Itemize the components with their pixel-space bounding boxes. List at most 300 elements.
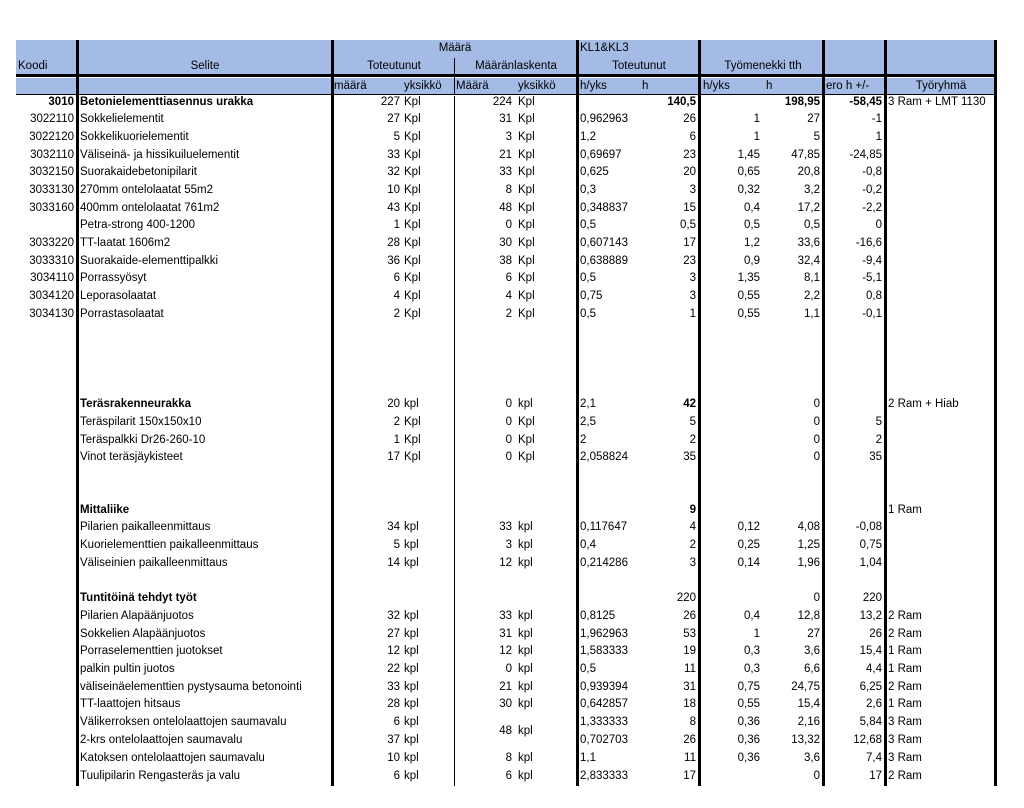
header-hyks2-sub: h/yks — [703, 80, 730, 92]
cell-maara-laskenta: 0 — [505, 663, 512, 675]
cell-h-yks-2 — [702, 504, 760, 517]
cell-maara: 5 — [393, 131, 400, 143]
cell-yksikko: Kpl — [404, 131, 421, 143]
cell-maara: 1 — [393, 219, 400, 231]
cell-yksikko-laskenta: kpl — [518, 681, 533, 693]
cell-koodi — [16, 416, 74, 429]
cell-maara-laskenta: 4 — [505, 290, 512, 302]
cell-h-2: 5 — [813, 131, 820, 143]
cell-selite: Pilarien paikalleenmittaus — [80, 521, 211, 533]
cell-h: 23 — [683, 149, 696, 161]
cell-yksikko-laskenta: Kpl — [518, 166, 535, 178]
cell-koodi — [16, 539, 74, 552]
cell-maara-laskenta: 8 — [505, 752, 512, 764]
cell-h-yks-2: 0,9 — [744, 255, 760, 267]
cell-tyoryhma: 1 Ram — [888, 645, 922, 657]
cell-tyoryhma — [888, 521, 994, 534]
cell-h-yks-2 — [702, 451, 760, 464]
cell-tyoryhma — [888, 434, 994, 447]
cell-h: 3 — [689, 557, 696, 569]
cell-h-yks: 2,1 — [580, 398, 596, 410]
cell-maara: 27 — [387, 628, 400, 640]
cell-yksikko: kpl — [404, 716, 419, 728]
cell-h-yks: 0,5 — [580, 219, 596, 231]
cell-h: 140,5 — [667, 96, 696, 108]
cell-h-yks: 0,625 — [580, 166, 609, 178]
cell-h-yks: 1,1 — [580, 752, 596, 764]
cell-h-2: 0 — [813, 451, 820, 463]
cell-h-2: 27 — [807, 113, 820, 125]
header-selite: Selite — [190, 60, 220, 72]
cell-yksikko — [404, 504, 452, 517]
cell-h: 4 — [689, 521, 696, 533]
cell-h: 18 — [683, 698, 696, 710]
cell-ero: -0,1 — [862, 308, 882, 320]
cell-maara: 43 — [387, 202, 400, 214]
subheader-divider — [16, 94, 996, 95]
cell-h-2: 6,6 — [804, 663, 820, 675]
cell-ero: 26 — [869, 628, 882, 640]
cell-h-2: 198,95 — [784, 96, 820, 108]
cell-h: 220 — [676, 592, 696, 604]
cell-yksikko-laskenta: Kpl — [518, 113, 535, 125]
cell-selite: Väliseinä- ja hissikuiluelementit — [80, 149, 240, 161]
cell-yksikko-laskenta: kpl — [518, 610, 533, 622]
cell-ero: 220 — [862, 592, 882, 604]
cell-maara-laskenta: 3 — [505, 539, 512, 551]
cell-h-yks: 0,8125 — [580, 610, 616, 622]
cell-h-yks-2: 0,55 — [737, 308, 760, 320]
cell-koodi — [16, 628, 74, 641]
cell-ero: -58,45 — [849, 96, 882, 108]
header-hyks-sub: h/yks — [580, 80, 607, 92]
cell-maara: 20 — [387, 398, 400, 410]
header-maara-sub: määrä — [334, 80, 367, 92]
cell-yksikko: Kpl — [404, 149, 421, 161]
cell-yksikko: kpl — [404, 663, 419, 675]
cell-maara — [334, 592, 400, 605]
cell-tyoryhma — [888, 166, 994, 179]
cell-h-yks: 0,5 — [580, 308, 596, 320]
cell-tyoryhma — [888, 113, 994, 126]
cell-yksikko-laskenta: kpl — [518, 557, 533, 569]
cell-maara-laskenta: 2 — [505, 308, 512, 320]
cell-maara-laskenta: 12 — [499, 645, 512, 657]
cell-koodi — [16, 592, 74, 605]
cell-maara-laskenta: 33 — [499, 610, 512, 622]
cell-selite: Teräspilarit 150x150x10 — [80, 416, 202, 428]
cell-koodi — [16, 698, 74, 711]
merged-yksikko: kpl — [518, 725, 533, 737]
cell-koodi — [16, 521, 74, 534]
cell-maara: 17 — [387, 451, 400, 463]
cell-maara-laskenta: 0 — [505, 416, 512, 428]
cell-maara: 14 — [387, 557, 400, 569]
cell-yksikko: kpl — [404, 610, 419, 622]
cell-h-2: 13,32 — [791, 734, 820, 746]
cell-koodi — [16, 557, 74, 570]
cell-ero: 2 — [875, 434, 882, 446]
cell-h: 1 — [689, 308, 696, 320]
cell-h-yks: 0,348837 — [580, 202, 628, 214]
cell-tyoryhma: 1 Ram — [888, 663, 922, 675]
cell-koodi — [16, 504, 74, 517]
header-sep — [454, 58, 455, 94]
cell-h-yks-2 — [702, 416, 760, 429]
cell-yksikko-laskenta: Kpl — [518, 237, 535, 249]
column-divider — [576, 40, 579, 786]
cell-h-2: 2,2 — [804, 290, 820, 302]
cell-yksikko: Kpl — [404, 272, 421, 284]
cell-yksikko: Kpl — [404, 96, 421, 108]
cell-h-yks: 0,69697 — [580, 149, 622, 161]
cell-koodi — [16, 610, 74, 623]
cell-tyoryhma — [888, 255, 994, 268]
header-kl: KL1&KL3 — [580, 42, 629, 54]
cell-yksikko-laskenta: Kpl — [518, 184, 535, 196]
cell-maara-laskenta: 48 — [499, 202, 512, 214]
cell-selite: Välikerroksen ontelolaattojen saumavalu — [80, 716, 287, 728]
cell-koodi: 3032110 — [30, 149, 74, 161]
cell-koodi — [16, 752, 74, 765]
cell-tyoryhma — [888, 272, 994, 285]
cell-ero: -9,4 — [862, 255, 882, 267]
cell-selite: Suorakaide-elementtipalkki — [80, 255, 219, 267]
cell-maara-laskenta: 3 — [505, 131, 512, 143]
cell-ero: -16,6 — [855, 237, 882, 249]
cell-maara-laskenta: 31 — [499, 113, 512, 125]
cell-maara: 2 — [393, 416, 400, 428]
cell-h: 8 — [689, 716, 696, 728]
cell-yksikko-laskenta: kpl — [518, 698, 533, 710]
cell-yksikko-laskenta: kpl — [518, 770, 533, 782]
cell-h-yks-2 — [702, 770, 760, 783]
cell-h: 3 — [689, 272, 696, 284]
cell-yksikko: kpl — [404, 521, 419, 533]
cell-h: 31 — [683, 681, 696, 693]
cell-tyoryhma: 2 Ram — [888, 770, 922, 782]
header-yksikko2-sub: yksikkö — [518, 80, 556, 92]
cell-ero: 13,2 — [859, 610, 882, 622]
cell-yksikko: kpl — [404, 557, 419, 569]
cell-maara: 33 — [387, 149, 400, 161]
cell-tyoryhma — [888, 557, 994, 570]
cell-h-2: 0,5 — [804, 219, 820, 231]
cell-maara: 33 — [387, 681, 400, 693]
header-ero-sub: ero h +/- — [826, 80, 870, 92]
cell-ero: 6,25 — [859, 681, 882, 693]
cell-tyoryhma: 2 Ram — [888, 628, 922, 640]
cell-maara: 28 — [387, 237, 400, 249]
cell-yksikko-laskenta: Kpl — [518, 434, 535, 446]
cell-maara-laskenta: 30 — [499, 237, 512, 249]
cell-koodi — [16, 434, 74, 447]
cell-ero: 0 — [875, 219, 882, 231]
cell-selite: Sokkelien Alapäänjuotos — [80, 628, 206, 640]
cell-yksikko: Kpl — [404, 219, 421, 231]
cell-koodi: 3034130 — [29, 308, 74, 320]
cell-maara: 6 — [393, 716, 400, 728]
cell-yksikko-laskenta: Kpl — [518, 416, 535, 428]
cell-maara: 6 — [393, 770, 400, 782]
cell-tyoryhma: 2 Ram — [888, 610, 922, 622]
cell-h: 26 — [683, 734, 696, 746]
header-maara2-sub: Määrä — [456, 80, 489, 92]
cell-koodi: 3033130 — [29, 184, 74, 196]
cell-yksikko — [404, 592, 452, 605]
cell-h-yks-2: 0,4 — [744, 610, 760, 622]
cell-h-2: 1,96 — [797, 557, 820, 569]
cell-h-2: 1,25 — [797, 539, 820, 551]
cell-maara-laskenta: 21 — [499, 149, 512, 161]
cell-h-yks: 0,962963 — [580, 113, 628, 125]
cell-tyoryhma: 1 Ram — [888, 504, 922, 516]
cell-maara-laskenta: 31 — [499, 628, 512, 640]
cell-h: 26 — [683, 610, 696, 622]
cell-yksikko: kpl — [404, 698, 419, 710]
cell-h-2: 24,75 — [791, 681, 820, 693]
cell-koodi: 3033310 — [29, 255, 74, 267]
cell-h: 2 — [689, 539, 696, 551]
cell-h-yks-2: 1,2 — [744, 237, 760, 249]
cell-h-2: 0 — [813, 398, 820, 410]
cell-h-2: 0 — [813, 770, 820, 782]
cell-ero: 5 — [875, 416, 882, 428]
cell-h-yks-2: 1,35 — [737, 272, 760, 284]
cell-yksikko: Kpl — [404, 202, 421, 214]
cell-h-yks: 0,5 — [580, 663, 596, 675]
cell-maara-laskenta: 224 — [492, 96, 512, 108]
cell-h-yks-2: 0,25 — [737, 539, 760, 551]
cell-h-yks-2: 0,32 — [737, 184, 760, 196]
cell-selite: Katoksen ontelolaattojen saumavalu — [80, 752, 265, 764]
cell-tyoryhma — [888, 592, 994, 605]
cell-yksikko: Kpl — [404, 184, 421, 196]
cell-koodi: 3033160 — [29, 202, 74, 214]
cell-h-2: 2,16 — [797, 716, 820, 728]
cell-ero: 12,68 — [853, 734, 882, 746]
cell-h: 11 — [684, 663, 696, 675]
cell-ero: 4,4 — [866, 663, 882, 675]
cell-ero: 15,4 — [859, 645, 882, 657]
cell-h-yks-2: 1 — [753, 628, 760, 640]
cell-maara: 12 — [387, 645, 400, 657]
cell-selite: väliseinäelementtien pystysauma betonointi — [80, 681, 302, 693]
cell-koodi: 3034120 — [29, 290, 74, 302]
cell-selite: Sokkelielementit — [80, 113, 164, 125]
cell-h-yks: 0,638889 — [580, 255, 628, 267]
cell-yksikko: Kpl — [404, 290, 421, 302]
cell-selite: Tuntitöinä tehdyt työt — [80, 592, 197, 604]
cell-selite: Teräspalkki Dr26-260-10 — [80, 434, 206, 446]
cell-selite: TT-laatat 1606m2 — [80, 237, 171, 249]
cell-koodi: 3032150 — [29, 166, 74, 178]
cell-h: 3 — [689, 290, 696, 302]
header-toteutunut-2: Toteutunut — [612, 60, 666, 72]
cell-ero: 17 — [869, 770, 882, 782]
cell-h: 15 — [683, 202, 696, 214]
cell-koodi — [16, 398, 74, 411]
cell-h-yks-2 — [702, 398, 760, 411]
cell-h-2: 20,8 — [797, 166, 820, 178]
cell-h-yks: 0,5 — [580, 272, 596, 284]
cell-ero: 2,6 — [866, 698, 882, 710]
cell-yksikko-laskenta: Kpl — [518, 96, 535, 108]
cell-koodi — [16, 645, 74, 658]
cell-selite: Pilarien Alapäänjuotos — [80, 610, 194, 622]
cell-h-yks: 1,583333 — [580, 645, 628, 657]
cell-maara: 22 — [387, 663, 400, 675]
cell-h-yks-2: 0,4 — [744, 202, 760, 214]
cell-ero: 0,75 — [859, 539, 882, 551]
cell-yksikko-laskenta: Kpl — [518, 290, 535, 302]
cell-h: 53 — [683, 628, 696, 640]
column-divider — [76, 40, 79, 786]
cell-h: 17 — [683, 237, 696, 249]
cell-maara-laskenta: 33 — [499, 166, 512, 178]
cell-ero: 1,04 — [859, 557, 882, 569]
cell-h-2: 0 — [813, 592, 820, 604]
cell-yksikko-laskenta: Kpl — [518, 149, 535, 161]
cell-maara: 36 — [387, 255, 400, 267]
cell-h-2: 47,85 — [791, 149, 820, 161]
cell-h-yks: 2,058824 — [580, 451, 628, 463]
cell-yksikko: kpl — [404, 752, 419, 764]
cell-h-yks-2: 0,75 — [737, 681, 760, 693]
cell-yksikko-laskenta: kpl — [518, 628, 533, 640]
cell-maara-laskenta: 0 — [505, 451, 512, 463]
cell-tyoryhma: 2 Ram — [888, 681, 922, 693]
cell-maara-laskenta: 0 — [505, 219, 512, 231]
cell-tyoryhma: 3 Ram — [888, 752, 922, 764]
cell-maara: 27 — [387, 113, 400, 125]
cell-maara-laskenta — [456, 592, 512, 605]
cell-h-2: 32,4 — [797, 255, 820, 267]
cell-h-yks — [580, 96, 636, 109]
cell-h-yks-2 — [702, 592, 760, 605]
cell-h-yks-2 — [702, 434, 760, 447]
cell-yksikko-laskenta: Kpl — [518, 451, 535, 463]
cell-selite: Leporasolaatat — [80, 290, 157, 302]
merged-cell — [456, 725, 574, 738]
column-divider-thin — [454, 96, 455, 786]
cell-koodi: 3010 — [48, 96, 74, 108]
cell-tyoryhma — [888, 290, 994, 303]
cell-h-2: 8,1 — [804, 272, 820, 284]
cell-h-yks-2 — [702, 96, 760, 109]
cell-ero: -1 — [871, 113, 882, 125]
cell-h-yks: 1,2 — [580, 131, 596, 143]
cell-h: 11 — [684, 752, 696, 764]
cell-selite: Betonielementtiasennus urakka — [80, 96, 254, 108]
cell-maara: 28 — [387, 698, 400, 710]
cell-koodi — [16, 219, 74, 232]
cell-yksikko: kpl — [404, 681, 419, 693]
cell-yksikko-laskenta — [518, 504, 574, 517]
cell-yksikko-laskenta: kpl — [518, 539, 533, 551]
cell-h-yks: 0,3 — [580, 184, 596, 196]
cell-yksikko: kpl — [404, 734, 419, 746]
cell-h-yks: 0,4 — [580, 539, 596, 551]
cell-yksikko: Kpl — [404, 434, 421, 446]
column-divider — [822, 40, 825, 786]
cell-h-yks: 0,642857 — [580, 698, 628, 710]
cell-yksikko: kpl — [404, 539, 419, 551]
cell-h: 5 — [689, 416, 696, 428]
cell-h: 2 — [689, 434, 696, 446]
cell-tyoryhma — [888, 131, 994, 144]
cell-h: 0,5 — [680, 219, 696, 231]
cell-maara: 32 — [387, 166, 400, 178]
cell-maara-laskenta: 33 — [499, 521, 512, 533]
cell-h-yks: 2 — [580, 434, 587, 446]
cell-h-yks-2: 1,45 — [737, 149, 760, 161]
cell-h-yks: 0,702703 — [580, 734, 628, 746]
cell-tyoryhma — [888, 184, 994, 197]
cell-yksikko-laskenta: Kpl — [518, 272, 535, 284]
cell-tyoryhma: 3 Ram — [888, 716, 922, 728]
cell-koodi — [16, 716, 74, 729]
cell-h: 19 — [683, 645, 696, 657]
cell-h-yks: 1,333333 — [580, 716, 628, 728]
cell-maara-laskenta: 21 — [499, 681, 512, 693]
cell-selite: Mittaliike — [80, 504, 130, 516]
cell-h: 9 — [689, 504, 696, 516]
cell-h-yks-2: 0,3 — [744, 645, 760, 657]
cell-selite: 2-krs ontelolaattojen saumavalu — [80, 734, 243, 746]
cell-yksikko: kpl — [404, 645, 419, 657]
cell-ero: -0,08 — [855, 521, 882, 533]
cell-h-yks — [580, 592, 636, 605]
cell-selite: Petra-strong 400-1200 — [80, 219, 196, 231]
cell-h-yks-2: 1 — [753, 113, 760, 125]
cell-yksikko-laskenta: kpl — [518, 663, 533, 675]
cell-h-yks-2: 1 — [753, 131, 760, 143]
cell-h-yks: 2,5 — [580, 416, 596, 428]
cell-h-yks: 0,75 — [580, 290, 603, 302]
cell-selite: Kuorielementtien paikalleenmittaus — [80, 539, 259, 551]
cell-yksikko: kpl — [404, 770, 419, 782]
cell-maara: 2 — [393, 308, 400, 320]
cell-selite: Porrastasolaatat — [80, 308, 164, 320]
cell-ero: 7,4 — [866, 752, 882, 764]
cell-ero: 1 — [875, 131, 882, 143]
cell-h: 6 — [689, 131, 696, 143]
cell-h: 17 — [683, 770, 696, 782]
column-divider — [884, 40, 887, 786]
cell-maara-laskenta: 0 — [505, 398, 512, 410]
cell-ero: -2,2 — [862, 202, 882, 214]
cell-tyoryhma: 2 Ram + Hiab — [888, 398, 959, 410]
cell-tyoryhma: 3 Ram + LMT 1130 — [888, 96, 986, 108]
cell-h-yks-2: 0,3 — [744, 663, 760, 675]
cell-tyoryhma — [888, 237, 994, 250]
cell-tyoryhma — [888, 416, 994, 429]
cell-yksikko: Kpl — [404, 451, 421, 463]
cell-h-2: 0 — [813, 416, 820, 428]
cell-maara: 5 — [393, 539, 400, 551]
cell-maara-laskenta: 0 — [505, 434, 512, 446]
cell-yksikko-laskenta: kpl — [518, 645, 533, 657]
header-h2-sub: h — [766, 80, 773, 92]
cell-maara: 34 — [387, 521, 400, 533]
cell-yksikko-laskenta: Kpl — [518, 202, 535, 214]
header-divider — [16, 74, 996, 77]
header-tyoryhma-sub: Työryhmä — [915, 80, 967, 92]
cell-selite: Suorakaidebetonipilarit — [80, 166, 197, 178]
cell-selite: 400mm ontelolaatat 761m2 — [80, 202, 220, 214]
cell-koodi — [16, 734, 74, 747]
